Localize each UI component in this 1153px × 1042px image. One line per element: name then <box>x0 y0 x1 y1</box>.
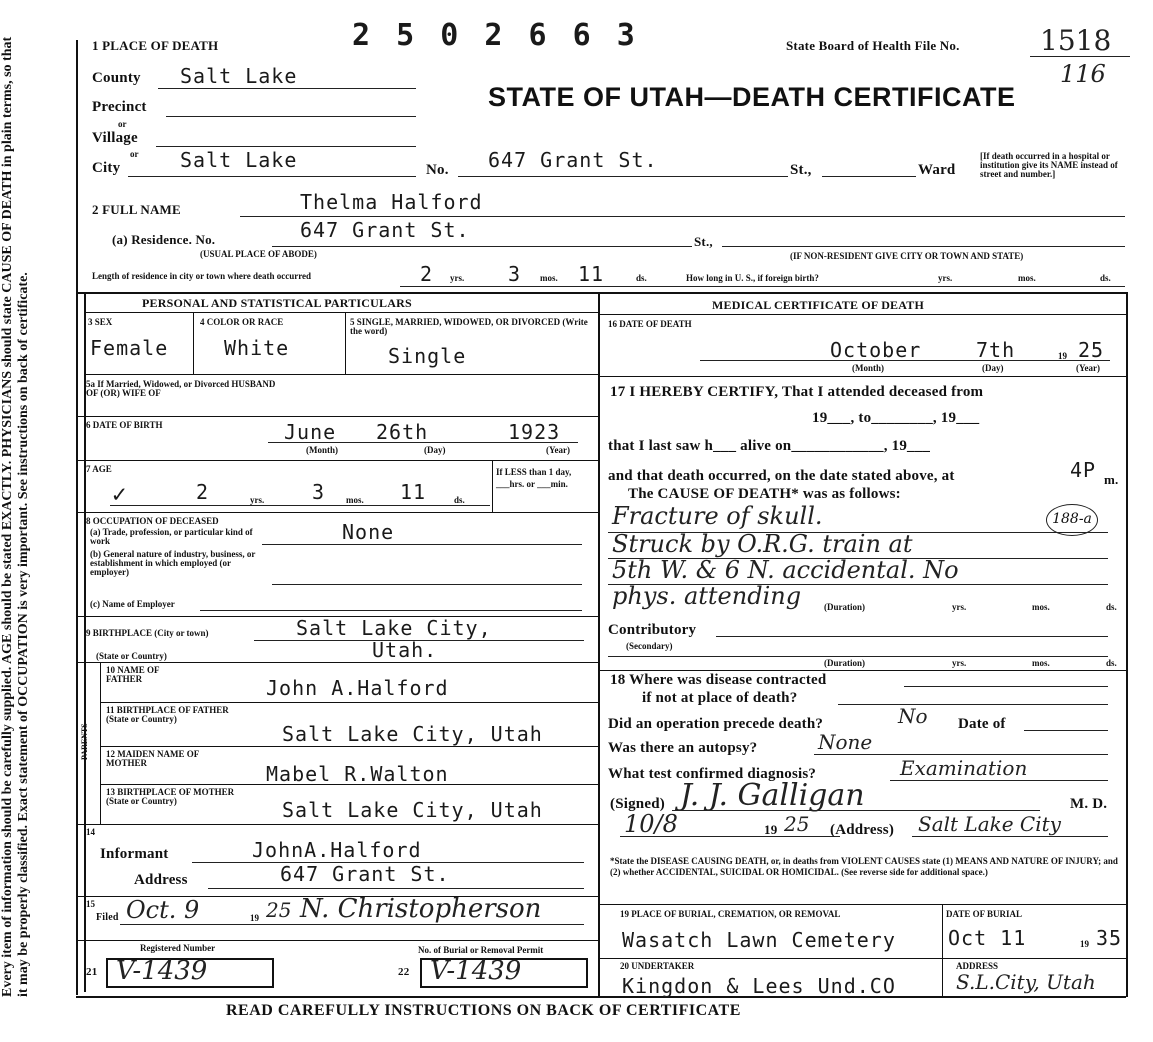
age-mos: 3 <box>312 480 326 504</box>
ward-label: Ward <box>918 162 956 178</box>
md-label: M. D. <box>1070 796 1108 812</box>
birthplace-city: Salt Lake City, <box>296 616 492 640</box>
filed-date: Oct. 9 <box>126 896 200 924</box>
row-rule-1 <box>84 374 598 375</box>
filed-year: 25 <box>266 898 292 922</box>
registered-label: Registered Number <box>140 943 216 953</box>
autopsy-value: None <box>818 730 873 754</box>
city-label: City <box>92 160 121 176</box>
medical-heading-rule <box>598 314 1126 315</box>
dur-yrs-2: yrs. <box>952 658 967 668</box>
burial-date: Oct 11 <box>948 926 1027 950</box>
right-border <box>1126 292 1128 997</box>
signed-date-rule <box>620 836 840 837</box>
place-of-death-label: 1 PLACE OF DEATH <box>92 38 219 53</box>
permit-label: No. of Burial or Removal Permit <box>418 945 544 955</box>
death-year-prefix: 19 <box>1058 351 1067 361</box>
village-line <box>156 146 416 147</box>
length-residence-label: Length of residence in city or town where death occurred <box>92 271 312 281</box>
residence-value: 647 Grant St. <box>300 218 470 242</box>
residence-line <box>272 246 692 247</box>
birthplace-state-label: (State or Country) <box>96 651 167 661</box>
signed-year-prefix: 19 <box>764 822 778 837</box>
signed-year: 25 <box>784 812 810 836</box>
dur-mos-2: mos. <box>1032 658 1050 668</box>
mother-birthplace: Salt Lake City, Utah <box>282 798 543 822</box>
age-ds: 11 <box>400 480 427 504</box>
full-name-value: Thelma Halford <box>300 190 483 214</box>
test-rule <box>890 780 1108 781</box>
where-label-1: 18 Where was disease contracted <box>610 672 827 688</box>
color-label: 4 COLOR OR RACE <box>200 317 284 327</box>
city-value: Salt Lake <box>180 148 298 172</box>
medical-heading: MEDICAL CERTIFICATE OF DEATH <box>712 298 924 312</box>
sex-divider <box>193 312 194 374</box>
street-no-value: 647 Grant St. <box>488 148 658 172</box>
residence-ds: 11 <box>578 262 605 286</box>
operation-label: Did an operation precede death? <box>608 716 824 732</box>
informant-value: JohnA.Halford <box>252 838 422 862</box>
usual-place-note: (USUAL PLACE OF ABODE) <box>200 249 317 259</box>
father-value: John A.Halford <box>266 676 449 700</box>
cause-note: *State the DISEASE CAUSING DEATH, or, in deaths from VIOLENT CAUSES state (1) MEANS AND NATURE OF INJURY; and (2) whether ACCIDENTAL, SUICIDAL OR HOMICIDAL. (See reverse side for additional space.) <box>610 856 1118 877</box>
age-mos-label: mos. <box>346 495 364 505</box>
dur-mos-1: mos. <box>1032 602 1050 612</box>
cause-code: 188-a <box>1046 504 1098 536</box>
birthplace-state: Utah. <box>372 638 438 662</box>
death-year: 25 <box>1078 338 1105 362</box>
residence-mos: 3 <box>508 262 522 286</box>
where-rule-2 <box>838 704 1108 705</box>
signed-rule <box>672 810 1040 811</box>
where-rule <box>904 686 1108 687</box>
death-date-line <box>700 360 1110 361</box>
county-line <box>158 88 416 89</box>
occupation-c: (c) Name of Employer <box>90 599 175 609</box>
dur-yrs-1: yrs. <box>952 602 967 612</box>
filed-year-prefix: 19 <box>250 913 259 923</box>
dur-ds-1: ds. <box>1106 602 1117 612</box>
street-no-label: No. <box>426 162 449 178</box>
age-less-divider <box>492 460 493 512</box>
from-line-text: 19___, to________, 19___ <box>812 410 980 426</box>
us-yrs-label: yrs. <box>938 273 953 283</box>
dob-label: 6 DATE OF BIRTH <box>86 420 163 430</box>
undertaker-divider <box>942 958 943 996</box>
residence-city-line <box>722 246 1125 247</box>
parents-label: PARENTS <box>80 723 89 760</box>
burial-label: 19 PLACE OF BURIAL, CREMATION, OR REMOVAL <box>620 909 841 919</box>
full-name-line <box>240 216 1125 217</box>
row-rule-2 <box>76 416 598 417</box>
us-label: How long in U. S., if foreign birth? <box>686 273 819 283</box>
filed-line <box>120 924 584 925</box>
contributory-label: Contributory <box>608 622 697 638</box>
signed-date: 10/8 <box>624 810 678 838</box>
undertaker-address: S.L.City, Utah <box>956 970 1096 994</box>
precinct-line <box>166 116 416 117</box>
row-rule-9 <box>76 940 598 941</box>
occupation-line-c <box>200 610 582 611</box>
personal-heading: PERSONAL AND STATISTICAL PARTICULARS <box>142 296 412 310</box>
cause-line-2: Struck by O.R.G. train at <box>612 530 913 558</box>
cause-line-1: Fracture of skull. <box>612 502 823 530</box>
spouse-label: 5a If Married, Widowed, or Divorced HUSBAND OF (OR) WIFE OF <box>86 379 276 398</box>
color-divider <box>345 312 346 374</box>
mother-label: 12 MAIDEN NAME OF MOTHER <box>106 749 199 768</box>
or-1: or <box>118 119 127 129</box>
operation-value: No <box>898 704 928 728</box>
med-address: Salt Lake City <box>918 812 1061 836</box>
med-address-label: (Address) <box>830 822 895 838</box>
row-rule-7 <box>76 824 598 825</box>
personal-heading-rule <box>84 312 598 313</box>
death-month: October <box>830 338 922 362</box>
autopsy-rule <box>814 754 1108 755</box>
signer-value: J. J. Galligan <box>680 778 865 813</box>
residence-st-label: St., <box>694 234 713 249</box>
certificate-number: 2 5 0 2 6 6 3 <box>352 18 639 53</box>
file-number-sub: 116 <box>1060 60 1106 88</box>
occupation-label: 8 OCCUPATION OF DECEASED <box>86 516 219 526</box>
street-st-label: St., <box>790 162 812 178</box>
dob-day: 26th <box>376 420 429 444</box>
color-value: White <box>224 336 290 360</box>
occupation-b: (b) General nature of industry, business, or establishment in which employed (or employer) <box>90 549 256 577</box>
date-of-rule <box>1024 730 1108 731</box>
med-address-rule <box>912 836 1108 837</box>
permit-number: V-1439 <box>430 956 522 986</box>
row-rule-3 <box>76 460 598 461</box>
occupation-a: (a) Trade, profession, or particular kind of work <box>90 527 253 546</box>
age-check: ✓ <box>112 480 128 508</box>
form-left-border <box>76 40 78 995</box>
age-less-label: If LESS than 1 day, ___hrs. or ___min. <box>496 467 572 489</box>
ward-pre-line <box>822 176 916 177</box>
mother-rule <box>100 784 598 785</box>
sections-top-rule <box>76 292 1126 294</box>
test-label: What test confirmed diagnosis? <box>608 766 817 782</box>
marital-label: 5 SINGLE, MARRIED, WIDOWED, OR DIVORCED (Write the word) <box>350 317 588 336</box>
side-instructions: Every item of information should be carefully supplied. AGE should be stated EXACTLY. PHYSICIANS should state CAUSE OF DEATH in plain terms, so that it may be properly classified. Exact statement of OCCUPATION is very important. See instructions on back of certificate. <box>0 36 31 997</box>
address-line <box>208 888 584 889</box>
residence-mos-label: mos. <box>540 273 558 283</box>
county-label: County <box>92 70 141 86</box>
age-yrs-label: yrs. <box>250 495 265 505</box>
dob-month-label: (Month) <box>306 445 338 455</box>
signed-label: (Signed) <box>610 796 665 812</box>
cause-label: The CAUSE OF DEATH* was as follows: <box>628 486 901 502</box>
contributory-rule <box>716 636 1108 637</box>
parents-divider <box>100 662 101 824</box>
us-ds-label: ds. <box>1100 273 1111 283</box>
length-line <box>400 286 1125 287</box>
sex-value: Female <box>90 336 169 360</box>
mother-birthplace-label: 13 BIRTHPLACE OF MOTHER (State or Country) <box>106 787 235 806</box>
duration-label-1: (Duration) <box>824 602 865 612</box>
informant-label: Informant <box>100 846 169 862</box>
bottom-rule <box>76 996 1126 998</box>
age-label: 7 AGE <box>86 464 112 474</box>
row-rule-6 <box>76 662 598 663</box>
ward-note: [If death occurred in a hospital or institution give its NAME instead of street and number.] <box>980 151 1118 179</box>
age-yrs: 2 <box>196 480 210 504</box>
us-mos-label: mos. <box>1018 273 1036 283</box>
file-no-label: State Board of Health File No. <box>786 38 960 53</box>
residence-yrs-label: yrs. <box>450 273 465 283</box>
burial-date-label: DATE OF BURIAL <box>946 909 1023 919</box>
row-rule-4 <box>76 512 598 513</box>
secondary-label: (Secondary) <box>626 641 673 651</box>
date-of-label: Date of <box>958 716 1006 732</box>
village-label: Village <box>92 130 138 146</box>
cause-line-3: 5th W. & 6 N. accidental. No <box>612 556 959 584</box>
filed-by: N. Christopherson <box>300 894 542 924</box>
father-birthplace-label: 11 BIRTHPLACE OF FATHER (State or Country) <box>106 705 229 724</box>
birthplace-label: 9 BIRTHPLACE (City or town) <box>86 628 209 638</box>
residence-label: (a) Residence. No. <box>112 232 216 247</box>
filed-num: 15 <box>86 899 95 909</box>
date-of-death-label: 16 DATE OF DEATH <box>608 319 692 329</box>
duration-label-2: (Duration) <box>824 658 865 668</box>
med-rule-1 <box>598 376 1126 377</box>
permit-num-label: 22 <box>398 966 410 978</box>
burial-year: 35 <box>1096 926 1123 950</box>
med-rule-2 <box>598 670 1126 671</box>
dob-line <box>268 442 578 443</box>
occurred-text: and that death occurred, on the date stated above, at <box>608 468 955 484</box>
father-label: 10 NAME OF FATHER <box>106 665 160 684</box>
mother-value: Mabel R.Walton <box>266 762 449 786</box>
certify-text: 17 I HEREBY CERTIFY, That I attended deceased from <box>610 384 984 400</box>
contributory-rule-2 <box>608 656 1108 657</box>
informant-num: 14 <box>86 827 95 837</box>
death-time-suffix: m. <box>1104 472 1119 487</box>
residence-ds-label: ds. <box>636 273 647 283</box>
autopsy-label: Was there an autopsy? <box>608 740 758 756</box>
filed-label: Filed <box>96 912 119 923</box>
city-line <box>128 176 416 177</box>
dob-year: 1923 <box>508 420 561 444</box>
marital-value: Single <box>388 344 467 368</box>
where-label-2: if not at place of death? <box>642 690 798 706</box>
last-saw-text: that I last saw h___ alive on____________, 19___ <box>608 438 931 454</box>
death-time: 4P <box>1070 458 1097 482</box>
undertaker-value: Kingdon & Lees Und.CO <box>622 974 896 998</box>
med-rule-3 <box>598 904 1126 905</box>
occupation-value: None <box>342 520 395 544</box>
father-rule <box>100 702 598 703</box>
dur-ds-2: ds. <box>1106 658 1117 668</box>
street-line <box>458 176 788 177</box>
registered-num-label: 21 <box>86 966 98 978</box>
dob-year-label: (Year) <box>546 445 570 455</box>
death-year-label: (Year) <box>1076 363 1100 373</box>
cause-line-4: phys. attending <box>612 582 802 610</box>
residence-yrs: 2 <box>420 262 434 286</box>
or-2: or <box>130 149 139 159</box>
informant-address-label: Address <box>134 872 188 888</box>
nonresident-note: (IF NON-RESIDENT GIVE CITY OR TOWN AND STATE) <box>790 251 1024 261</box>
registered-number: V-1439 <box>116 956 208 986</box>
certificate-title: STATE OF UTAH—DEATH CERTIFICATE <box>488 82 1016 112</box>
column-divider <box>598 292 600 997</box>
occupation-line-b <box>272 584 582 585</box>
burial-year-prefix: 19 <box>1080 939 1089 949</box>
county-value: Salt Lake <box>180 64 298 88</box>
age-ds-label: ds. <box>454 495 465 505</box>
undertaker-address-label: ADDRESS <box>956 961 999 971</box>
father-birthplace: Salt Lake City, Utah <box>282 722 543 746</box>
death-day: 7th <box>976 338 1016 362</box>
death-month-label: (Month) <box>852 363 884 373</box>
informant-address: 647 Grant St. <box>280 862 450 886</box>
full-name-label: 2 FULL NAME <box>92 202 181 217</box>
burial-place: Wasatch Lawn Cemetery <box>622 928 896 952</box>
age-line <box>110 505 490 506</box>
file-no-line <box>1030 56 1130 57</box>
footer-instructions: READ CAREFULLY INSTRUCTIONS ON BACK OF CERTIFICATE <box>226 1002 741 1019</box>
occupation-line-a <box>262 544 582 545</box>
precinct-label: Precinct <box>92 99 147 115</box>
undertaker-label: 20 UNDERTAKER <box>620 961 695 971</box>
test-value: Examination <box>900 756 1028 780</box>
father-bp-rule <box>100 746 598 747</box>
dob-day-label: (Day) <box>424 445 446 455</box>
file-number: 1518 <box>1040 24 1112 57</box>
sex-label: 3 SEX <box>88 317 113 327</box>
dob-month: June <box>284 420 337 444</box>
death-day-label: (Day) <box>982 363 1004 373</box>
burial-divider <box>942 904 943 958</box>
med-rule-4 <box>598 958 1126 959</box>
